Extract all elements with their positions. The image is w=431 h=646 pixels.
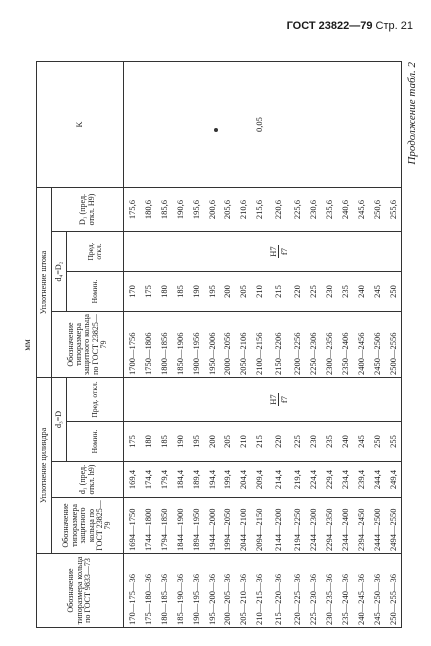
cell-cyl-dev: [172, 378, 188, 422]
cell-cyl-nom: 175: [124, 422, 140, 462]
cell-rod-code: 2050—2106: [235, 312, 251, 378]
cell-ring: 175—180—36: [140, 554, 156, 628]
table-row: [305, 62, 321, 628]
cell-rod-dev: [156, 232, 172, 272]
cell-rod-code: 2100—2156: [251, 312, 267, 378]
cell-rod-dev: [321, 232, 337, 272]
cell-rod-code: 2350—2406: [337, 312, 353, 378]
table-row: [385, 62, 402, 628]
cell-cyl-d1: 179,4: [156, 462, 172, 498]
cell-rod-dev: [385, 232, 402, 272]
col-cyl-sub: d₃=D: [52, 378, 67, 462]
table-row: [204, 62, 220, 628]
cell-rod-nom: 220: [289, 272, 305, 312]
cell-cyl-nom: 205: [219, 422, 235, 462]
cell-rod-code: 1900—1956: [188, 312, 204, 378]
table-row: [289, 62, 305, 628]
col-rod-dev: Пред. откл.: [67, 232, 124, 272]
cell-ring: 230—235—36: [321, 554, 337, 628]
cell-cyl-dev: [156, 378, 172, 422]
col-k: K: [37, 62, 124, 188]
col-rod-code: Обозначение типоразмера защитного кольца по ГОСТ 23825—79: [52, 312, 124, 378]
cell-cyl-d1: 244,4: [369, 462, 385, 498]
cell-rod-nom: 185: [172, 272, 188, 312]
col-rod-d1: D₁ (пред. откл. H9): [52, 188, 124, 232]
cell-rod-code: 2500—2556: [385, 312, 402, 378]
cell-cyl-d1: 229,4: [321, 462, 337, 498]
cell-ring: 215—220—36: [267, 554, 289, 628]
tolerance-bottom: f7: [278, 247, 289, 256]
cell-ring: 250—255—36: [385, 554, 402, 628]
cell-cyl-nom: 195: [188, 422, 204, 462]
table-row: [369, 62, 385, 628]
cell-cyl-code: 2294—2350: [321, 498, 337, 554]
cell-rod-d1: 255,6: [385, 188, 402, 232]
cell-cyl-code: 2094—2150: [251, 498, 267, 554]
cell-rod-d1: 240,6: [337, 188, 353, 232]
continuation-label: Продолжение табл. 2: [406, 62, 418, 165]
unit-label: мм: [22, 339, 32, 351]
cell-cyl-dev: [188, 378, 204, 422]
cell-rod-dev: [219, 232, 235, 272]
cell-k: [369, 62, 385, 188]
cell-cyl-d1: 249,4: [385, 462, 402, 498]
table-row: [188, 62, 204, 628]
cell-rod-code: 1750—1806: [140, 312, 156, 378]
cell-k: [337, 62, 353, 188]
cell-rod-nom: 170: [124, 272, 140, 312]
table-row: [172, 62, 188, 628]
cell-rod-dev: [337, 232, 353, 272]
cell-rod-nom: 180: [156, 272, 172, 312]
cell-cyl-code: 2244—2300: [305, 498, 321, 554]
cell-cyl-dev: [337, 378, 353, 422]
cell-cyl-code: 1994—2050: [219, 498, 235, 554]
tolerance-fraction: [268, 393, 289, 405]
cell-rod-nom: 240: [353, 272, 369, 312]
tolerance-top: H7: [267, 246, 278, 257]
cell-cyl-code: 2194—2250: [289, 498, 305, 554]
cell-rod-d1: 250,6: [369, 188, 385, 232]
cell-cyl-nom: 200: [204, 422, 220, 462]
cell-cyl-dev: [321, 378, 337, 422]
cell-k: [235, 62, 251, 188]
cell-cyl-code: 1894—1950: [188, 498, 204, 554]
cell-rod-d1: 190,6: [172, 188, 188, 232]
cell-k: [289, 62, 305, 188]
cell-cyl-nom: 245: [353, 422, 369, 462]
cell-k: [353, 62, 369, 188]
cell-rod-d1: 235,6: [321, 188, 337, 232]
cell-ring: 185—190—36: [172, 554, 188, 628]
cell-rod-dev: [289, 232, 305, 272]
cell-rod-nom: 250: [385, 272, 402, 312]
cell-rod-d1: 205,6: [219, 188, 235, 232]
cell-rod-dev: [267, 232, 289, 272]
cell-cyl-d1: 184,4: [172, 462, 188, 498]
table-row: [140, 62, 156, 628]
cell-rod-d1: 195,6: [188, 188, 204, 232]
cell-ring: 220—225—36: [289, 554, 305, 628]
cell-k: [156, 62, 172, 188]
rotated-table-page: [20, 62, 425, 628]
tolerance-fraction: [268, 245, 289, 257]
cell-ring: 190—195—36: [188, 554, 204, 628]
cell-rod-d1: 210,6: [235, 188, 251, 232]
cell-rod-dev: [305, 232, 321, 272]
cell-k: [305, 62, 321, 188]
table-row: [267, 62, 289, 628]
table-row: [124, 62, 140, 628]
cell-rod-code: 2250—2306: [305, 312, 321, 378]
col-cyl-d1: d₁ (пред. откл. h9): [52, 462, 124, 498]
col-cyl-code: Обозначение типоразмера защитного кольца по ГОСТ 23825—79: [52, 498, 124, 554]
cell-k: 0,05: [251, 62, 267, 188]
cell-rod-nom: 245: [369, 272, 385, 312]
cell-cyl-code: 1694—1750: [124, 498, 140, 554]
cell-cyl-code: 2444—2500: [369, 498, 385, 554]
cell-ring: 240—245—36: [353, 554, 369, 628]
cell-rod-code: 1950—2006: [204, 312, 220, 378]
cell-rod-nom: 200: [219, 272, 235, 312]
running-head: [287, 20, 413, 32]
cell-rod-d1: 230,6: [305, 188, 321, 232]
cell-rod-nom: 225: [305, 272, 321, 312]
cell-rod-code: 1800—1856: [156, 312, 172, 378]
cell-cyl-nom: 180: [140, 422, 156, 462]
cell-cyl-nom: 185: [156, 422, 172, 462]
cell-rod-dev: [204, 232, 220, 272]
tolerance-top: H7: [267, 394, 278, 405]
cell-ring: 245—250—36: [369, 554, 385, 628]
tolerance-bottom: f7: [278, 395, 289, 404]
cell-cyl-d1: 169,4: [124, 462, 140, 498]
cell-ring: 205—210—36: [235, 554, 251, 628]
cell-rod-dev: [369, 232, 385, 272]
cell-k: [219, 62, 235, 188]
cell-cyl-code: 1744—1800: [140, 498, 156, 554]
standard-number: ГОСТ 23822—79: [286, 20, 373, 32]
cell-cyl-dev: [140, 378, 156, 422]
table-body: [124, 62, 402, 628]
cell-rod-code: 2150—2206: [267, 312, 289, 378]
cell-rod-dev: [235, 232, 251, 272]
cell-k: [172, 62, 188, 188]
cell-cyl-dev: [204, 378, 220, 422]
table-row: [353, 62, 369, 628]
col-ring: Обозначение типоразмера кольца по ГОСТ 9833—73: [37, 554, 124, 628]
cell-rod-d1: 200,6: [204, 188, 220, 232]
cell-rod-code: 2000—2056: [219, 312, 235, 378]
cell-rod-d1: 245,6: [353, 188, 369, 232]
group-rod: Уплотнение штока: [37, 188, 52, 378]
cell-ring: 235—240—36: [337, 554, 353, 628]
cell-cyl-code: 1844—1900: [172, 498, 188, 554]
page-number: Стр. 21: [375, 20, 413, 32]
cell-ring: 200—205—36: [219, 554, 235, 628]
cell-ring: 195—200—36: [204, 554, 220, 628]
table-row: [219, 62, 235, 628]
cell-cyl-nom: 235: [321, 422, 337, 462]
table-row: [235, 62, 251, 628]
cell-rod-d1: 185,6: [156, 188, 172, 232]
cell-cyl-d1: 219,4: [289, 462, 305, 498]
col-rod-sub: d₄=D₂: [52, 232, 67, 312]
cell-cyl-d1: 199,4: [219, 462, 235, 498]
cell-k: [188, 62, 204, 188]
cell-ring: 210—215—36: [251, 554, 267, 628]
table-row: [251, 62, 267, 628]
cell-rod-d1: 180,6: [140, 188, 156, 232]
cell-cyl-d1: 204,4: [235, 462, 251, 498]
cell-ring: 225—230—36: [305, 554, 321, 628]
table-row: [321, 62, 337, 628]
cell-cyl-dev: [385, 378, 402, 422]
cell-cyl-nom: 190: [172, 422, 188, 462]
cell-rod-nom: 230: [321, 272, 337, 312]
cell-cyl-nom: 210: [235, 422, 251, 462]
cell-cyl-nom: 240: [337, 422, 353, 462]
cell-cyl-d1: 194,4: [204, 462, 220, 498]
cell-rod-nom: 215: [267, 272, 289, 312]
cell-rod-nom: 175: [140, 272, 156, 312]
cell-rod-d1: 225,6: [289, 188, 305, 232]
cell-rod-dev: [353, 232, 369, 272]
cell-cyl-d1: 224,4: [305, 462, 321, 498]
cell-cyl-code: 2494—2550: [385, 498, 402, 554]
cell-cyl-d1: 214,4: [267, 462, 289, 498]
col-cyl-dev: Пред. откл.: [67, 378, 124, 422]
cell-cyl-d1: 239,4: [353, 462, 369, 498]
cell-rod-d1: 175,6: [124, 188, 140, 232]
cell-k: [385, 62, 402, 188]
cell-cyl-code: 2344—2400: [337, 498, 353, 554]
cell-rod-nom: 235: [337, 272, 353, 312]
cell-ring: 170—175—36: [124, 554, 140, 628]
cell-cyl-nom: 215: [251, 422, 267, 462]
cell-cyl-dev: [369, 378, 385, 422]
data-table: [36, 61, 402, 628]
cell-rod-code: 2300—2356: [321, 312, 337, 378]
table-row: [156, 62, 172, 628]
cell-rod-code: 1700—1756: [124, 312, 140, 378]
cell-cyl-d1: 234,4: [337, 462, 353, 498]
group-cylinder: Уплотнение цилиндра: [37, 378, 52, 554]
cell-cyl-dev: [251, 378, 267, 422]
cell-cyl-code: 2394—2450: [353, 498, 369, 554]
cell-cyl-dev: [219, 378, 235, 422]
cell-cyl-code: 1794—1850: [156, 498, 172, 554]
cell-rod-nom: 190: [188, 272, 204, 312]
cell-k: [204, 62, 220, 188]
cell-cyl-nom: 220: [267, 422, 289, 462]
cell-rod-code: 2200—2256: [289, 312, 305, 378]
cell-cyl-d1: 209,4: [251, 462, 267, 498]
cell-cyl-nom: 255: [385, 422, 402, 462]
cell-rod-nom: 205: [235, 272, 251, 312]
cell-rod-dev: [140, 232, 156, 272]
col-cyl-nom: Номин.: [67, 422, 124, 462]
cell-cyl-code: 2044—2100: [235, 498, 251, 554]
cell-k: [321, 62, 337, 188]
cell-cyl-nom: 230: [305, 422, 321, 462]
cell-cyl-d1: 189,4: [188, 462, 204, 498]
cell-rod-nom: 210: [251, 272, 267, 312]
cell-rod-code: 2400—2456: [353, 312, 369, 378]
cell-cyl-dev: [124, 378, 140, 422]
cell-cyl-nom: 250: [369, 422, 385, 462]
cell-rod-dev: [188, 232, 204, 272]
cell-cyl-d1: 174,4: [140, 462, 156, 498]
cell-cyl-code: 2144—2200: [267, 498, 289, 554]
cell-cyl-code: 1944—2000: [204, 498, 220, 554]
cell-cyl-dev: [353, 378, 369, 422]
cell-k: [140, 62, 156, 188]
cell-rod-dev: [124, 232, 140, 272]
cell-cyl-nom: 225: [289, 422, 305, 462]
cell-k: [267, 62, 289, 188]
cell-rod-d1: 220,6: [267, 188, 289, 232]
col-rod-nom: Номин.: [67, 272, 124, 312]
cell-cyl-dev: [267, 378, 289, 422]
cell-rod-code: 2450—2506: [369, 312, 385, 378]
cell-rod-d1: 215,6: [251, 188, 267, 232]
cell-cyl-dev: [289, 378, 305, 422]
cell-cyl-dev: [235, 378, 251, 422]
cell-ring: 180—185—36: [156, 554, 172, 628]
cell-rod-nom: 195: [204, 272, 220, 312]
cell-rod-dev: [172, 232, 188, 272]
cell-rod-code: 1850—1906: [172, 312, 188, 378]
table-row: [337, 62, 353, 628]
cell-rod-dev: [251, 232, 267, 272]
cell-k: [124, 62, 140, 188]
cell-cyl-dev: [305, 378, 321, 422]
